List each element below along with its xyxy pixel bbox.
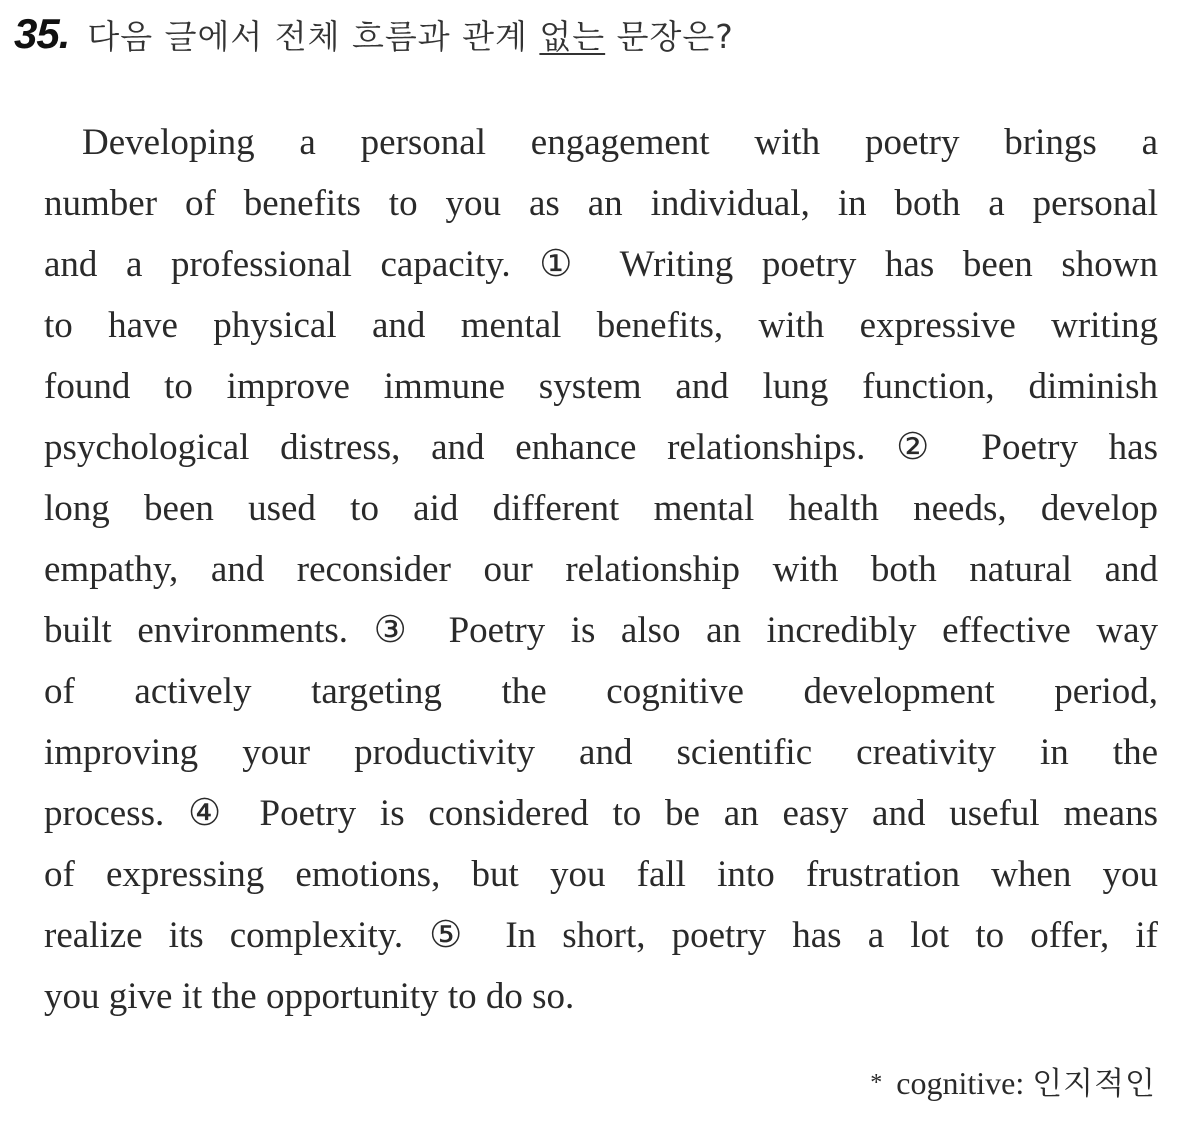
- passage-line: found to improve immune system and lung function, diminish: [44, 366, 1158, 407]
- reading-passage: [44, 112, 1158, 1027]
- passage-line: of actively targeting the cognitive development period,: [44, 671, 1158, 712]
- footnote-term: cognitive:: [896, 1065, 1025, 1101]
- footnote: [870, 1058, 1156, 1103]
- question-number: 35.: [14, 10, 70, 57]
- passage-line: process. ④ Poetry is considered to be an easy and useful means: [44, 793, 1158, 834]
- question-prompt-before: 다음 글에서 전체 흐름과 관계: [87, 17, 540, 56]
- passage-line: Developing a personal engagement with poetry brings a: [82, 122, 1158, 163]
- question-header: [14, 10, 1174, 70]
- passage-line: you give it the opportunity to do so.: [44, 976, 575, 1017]
- question-prompt-underlined: 없는: [539, 17, 606, 56]
- passage-line: realize its complexity. ⑤ In short, poetry has a lot to offer, if: [44, 915, 1158, 956]
- passage-line: and a professional capacity. ① Writing poetry has been shown: [44, 244, 1158, 285]
- passage-line: number of benefits to you as an individual, in both a personal: [44, 183, 1158, 224]
- question-prompt-after: 문장은?: [605, 17, 734, 56]
- passage-line: long been used to aid different mental health needs, develop: [44, 488, 1158, 529]
- passage-line: improving your productivity and scientific creativity in the: [44, 732, 1158, 773]
- passage-line: of expressing emotions, but you fall into frustration when you: [44, 854, 1158, 895]
- question-prompt: [87, 11, 733, 58]
- passage-line: to have physical and mental benefits, with expressive writing: [44, 305, 1158, 346]
- footnote-gloss: 인지적인: [1032, 1066, 1156, 1102]
- footnote-mark: *: [870, 1070, 883, 1096]
- passage-line: empathy, and reconsider our relationship with both natural and: [44, 549, 1158, 590]
- passage-line: psychological distress, and enhance relationships. ② Poetry has: [44, 427, 1158, 468]
- passage-line: built environments. ③ Poetry is also an incredibly effective way: [44, 610, 1158, 651]
